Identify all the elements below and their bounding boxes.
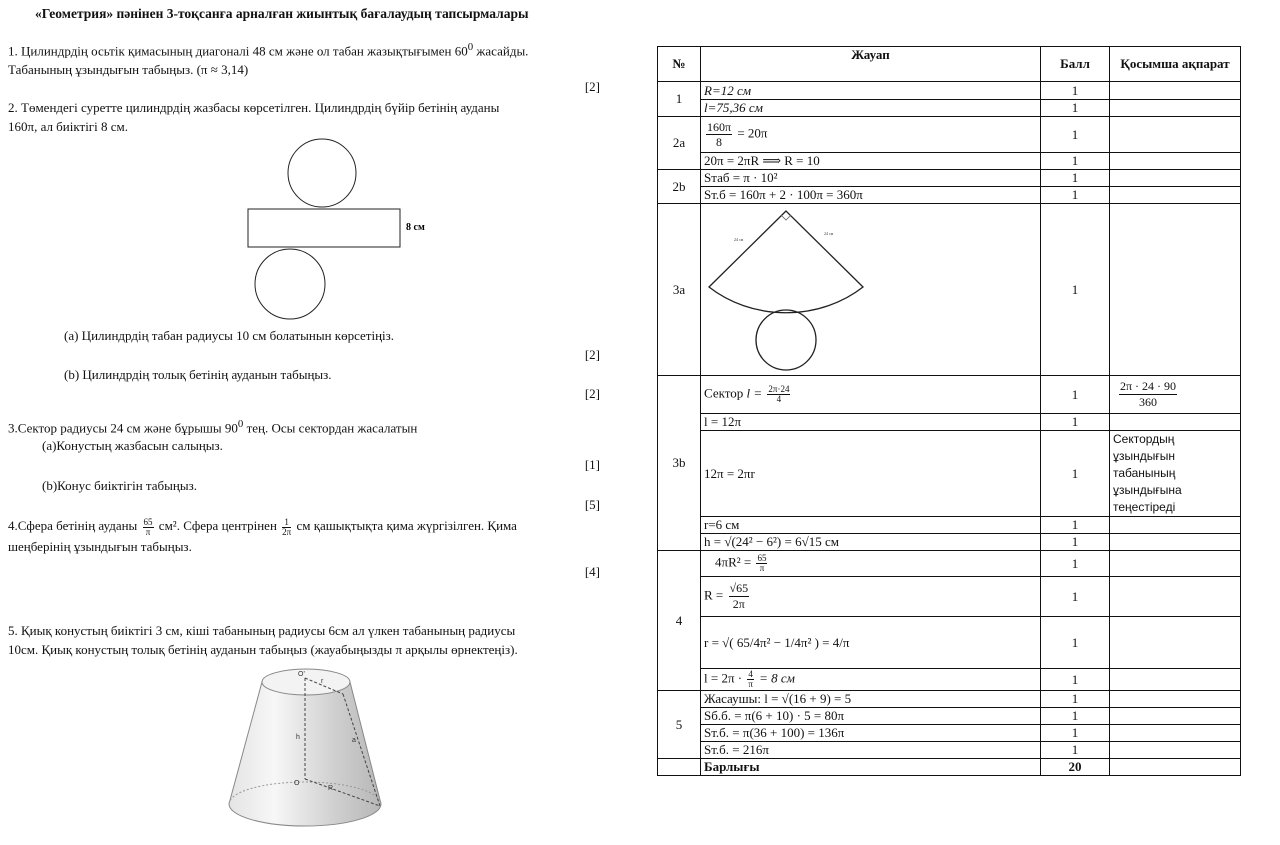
table-header-row (658, 47, 1241, 82)
q3-part-a: (a)Конустың жазбасын салыңыз. (42, 438, 223, 453)
q2b-score: [2] (584, 386, 600, 401)
question-5: 5. Қиық конустың биіктігі 3 см, кіші табанының радиусы 6см ал үлкен табанының радиусы 10см. Қиық конустың толық бетінің ауданын табыңыз (жауабыңызды π арқылы өрнектеңіз). (8, 623, 518, 657)
q2-part-b: (b) Цилиндрдің толық бетінің ауданын табыңыз. (64, 367, 332, 382)
question-2: 2. Төмендегі суретте цилиндрдің жазбасы көрсетілген. Цилиндрдің бүйір бетінің ауданы 160π, ал биіктігі 8 см. (8, 100, 500, 134)
total-score: 20 (1041, 759, 1110, 776)
q3a-score: [1] (584, 457, 600, 472)
question-1: 1. Цилиндрдің осьтік қимасының диагоналі 48 см және ол табан жазықтығымен $60^0$ жасайды. Табанының ұзындығын табыңыз. (π ≈ 3,14) (8, 41, 529, 78)
question-4: 4.Сфера бетінің ауданы $\frac{65}{\pi}$ см². Сфера центрінен $\frac{1}{2\pi}$ см қашықтықта қима жүргізілген. Қима шеңберінің ұзындығын табыңыз. (8, 516, 517, 554)
q2-part-a: (a) Цилиндрдің табан радиусы 10 см болатынын көрсетіңіз. (64, 328, 395, 343)
table-row: l=75,36 см 1 (658, 100, 1241, 117)
q1-score: [2] (584, 79, 600, 94)
answer-key-table (657, 46, 1241, 776)
table-row: r = √( 65/4π² − 1/4π² ) = 4/π 1 (658, 617, 1241, 669)
table-row: 3b Сектор l = $\frac{2\pi\cdot 24}{4}$ 1 $\frac{2\pi \cdot 24 \cdot 90}{360}$ (658, 376, 1241, 414)
fraction: $\frac{65}{\pi}$ (143, 516, 153, 537)
svg-text:h: h (296, 734, 300, 741)
document-title: «Геометрия» пәнінен 3-тоқсанға арналған жиынтық бағалаудың тапсырмалары (35, 6, 529, 21)
table-row: 12π = 2πr 1 Сектордың ұзындығын табанының ұзындығына теңестіреді (658, 431, 1241, 517)
table-row: Sт.б = 160π + 2 · 100π = 360π 1 (658, 187, 1241, 204)
svg-text:a: a (352, 737, 356, 744)
cone-net-figure (701, 205, 1031, 375)
q3b-score: [5] (584, 497, 600, 512)
table-row: Sт.б. = 216π 1 (658, 742, 1241, 759)
fraction: $\frac{4}{\pi}$ (748, 669, 753, 689)
table-row: 1 R=12 см 1 (658, 82, 1241, 100)
q3-part-b: (b)Конус биіктігін табыңыз. (42, 478, 197, 493)
table-row: l = 2π · $\frac{4}{\pi}$ = 8 см 1 (658, 669, 1241, 691)
table-row: 3a 24 см 24 см 1 (658, 204, 1241, 376)
cylinder-net-figure (240, 138, 440, 328)
table-row: h = √(24² − 6²) = 6√15 см 1 (658, 534, 1241, 551)
svg-text:24 см: 24 см (824, 230, 834, 236)
table-row: l = 12π 1 (658, 414, 1241, 431)
header-number: № (658, 47, 701, 82)
table-row: 2a $\frac{160\pi}{8}$ = 20π 1 (658, 117, 1241, 153)
header-extra: Қосымша ақпарат (1110, 47, 1241, 82)
table-row: Sб.б. = π(6 + 10) · 5 = 80π 1 (658, 708, 1241, 725)
height-label: 8 см (406, 222, 425, 233)
svg-text:24 см: 24 см (734, 236, 744, 242)
svg-text:O: O (294, 780, 300, 787)
table-row: 2b Sтаб = π · 10² 1 (658, 170, 1241, 187)
q4-score: [4] (584, 564, 600, 579)
header-score: Балл (1041, 47, 1110, 82)
table-row: 4 4πR² = $\frac{65}{\pi}$ 1 (658, 551, 1241, 577)
fraction: $\frac{65}{\pi}$ (757, 553, 767, 573)
fraction: $\frac{√65}{2\pi}$ (729, 581, 749, 611)
table-row: R = $\frac{√65}{2\pi}$ 1 (658, 577, 1241, 617)
fraction: $\frac{1}{2\pi}$ (282, 516, 292, 537)
table-row: Sт.б. = π(36 + 100) = 136π 1 (658, 725, 1241, 742)
question-3: 3.Сектор радиусы 24 см және бұрышы $90^0$ тең. Осы сектордан жасалатын (8, 418, 418, 436)
svg-text:r: r (321, 678, 324, 685)
svg-text:O': O' (298, 671, 305, 678)
svg-text:R: R (328, 785, 334, 792)
fraction: $\frac{2\pi\cdot 24}{4}$ (768, 384, 790, 404)
total-label: Барлығы (701, 759, 1041, 776)
table-row: 5 Жасаушы: l = √(16 + 9) = 5 1 (658, 691, 1241, 708)
table-row: 20π = 2πR ⟹ R = 10 1 (658, 153, 1241, 170)
total-row (658, 759, 1241, 776)
fraction: $\frac{2\pi \cdot 24 \cdot 90}{360}$ (1120, 379, 1177, 409)
q2a-score: [2] (584, 347, 600, 362)
fraction: $\frac{160\pi}{8}$ (707, 120, 732, 149)
header-answer: Жауап (701, 47, 1041, 82)
table-row: r=6 см 1 (658, 517, 1241, 534)
frustum-figure (225, 664, 385, 832)
